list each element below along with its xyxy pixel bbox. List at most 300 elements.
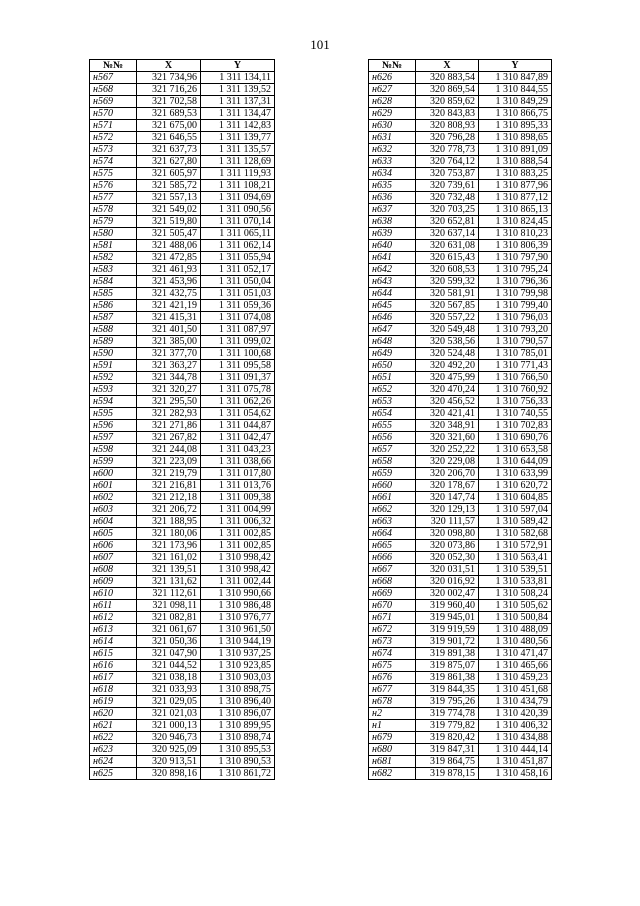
point-number-cell: н583: [90, 264, 137, 276]
point-number-cell: н671: [369, 612, 416, 624]
x-coordinate-cell: 321 139,51: [137, 564, 201, 576]
point-number-cell: н651: [369, 372, 416, 384]
table-row: [90, 204, 275, 216]
point-number-cell: н610: [90, 588, 137, 600]
y-coordinate-cell: 1 310 899,95: [201, 720, 275, 732]
point-number-cell: н600: [90, 468, 137, 480]
y-coordinate-cell: 1 310 756,33: [479, 396, 552, 408]
y-coordinate-cell: 1 310 799,98: [479, 288, 552, 300]
point-number-cell: н595: [90, 408, 137, 420]
x-coordinate-cell: 320 567,85: [416, 300, 479, 312]
table-row: [90, 180, 275, 192]
x-coordinate-cell: 320 147,74: [416, 492, 479, 504]
x-coordinate-cell: 321 461,93: [137, 264, 201, 276]
table-row: [369, 444, 552, 456]
point-number-cell: н663: [369, 516, 416, 528]
table-row: [90, 588, 275, 600]
y-coordinate-cell: 1 310 810,23: [479, 228, 552, 240]
point-number-cell: н609: [90, 576, 137, 588]
table-row: [90, 564, 275, 576]
y-coordinate-cell: 1 310 824,45: [479, 216, 552, 228]
x-coordinate-cell: 320 608,53: [416, 264, 479, 276]
table-row: [369, 300, 552, 312]
point-number-cell: н655: [369, 420, 416, 432]
x-coordinate-cell: 321 029,05: [137, 696, 201, 708]
x-coordinate-cell: 319 864,75: [416, 756, 479, 768]
x-coordinate-cell: 321 377,70: [137, 348, 201, 360]
point-number-cell: н635: [369, 180, 416, 192]
y-coordinate-cell: 1 310 986,48: [201, 600, 275, 612]
table-row: [369, 288, 552, 300]
table-row: [369, 324, 552, 336]
table-row: [90, 312, 275, 324]
x-coordinate-cell: 321 131,62: [137, 576, 201, 588]
point-number-cell: н619: [90, 696, 137, 708]
x-coordinate-cell: 320 739,61: [416, 180, 479, 192]
table-row: [369, 108, 552, 120]
table-row: [369, 408, 552, 420]
x-coordinate-cell: 320 524,48: [416, 348, 479, 360]
table-row: [90, 576, 275, 588]
point-number-cell: н623: [90, 744, 137, 756]
y-coordinate-cell: 1 310 434,79: [479, 696, 552, 708]
table-header-row: [90, 60, 275, 72]
point-number-cell: н569: [90, 96, 137, 108]
table-row: [369, 636, 552, 648]
table-row: [90, 288, 275, 300]
y-coordinate-cell: 1 310 898,75: [201, 684, 275, 696]
table-row: [369, 492, 552, 504]
y-coordinate-cell: 1 310 799,40: [479, 300, 552, 312]
y-coordinate-cell: 1 310 806,39: [479, 240, 552, 252]
point-number-cell: н658: [369, 456, 416, 468]
table-row: [90, 420, 275, 432]
table-row: [90, 732, 275, 744]
point-number-cell: н607: [90, 552, 137, 564]
point-number-cell: н633: [369, 156, 416, 168]
x-coordinate-cell: 320 348,91: [416, 420, 479, 432]
table-row: [369, 672, 552, 684]
y-coordinate-cell: 1 310 597,04: [479, 504, 552, 516]
y-coordinate-cell: 1 310 434,88: [479, 732, 552, 744]
table-row: [90, 516, 275, 528]
table-row: [90, 360, 275, 372]
point-number-cell: н601: [90, 480, 137, 492]
y-coordinate-cell: 1 311 002,44: [201, 576, 275, 588]
y-coordinate-cell: 1 310 771,43: [479, 360, 552, 372]
y-coordinate-cell: 1 311 108,21: [201, 180, 275, 192]
table-row: [90, 600, 275, 612]
x-coordinate-cell: 319 878,15: [416, 768, 479, 780]
x-coordinate-cell: 321 188,95: [137, 516, 201, 528]
x-coordinate-cell: 321 216,81: [137, 480, 201, 492]
y-coordinate-cell: 1 311 100,68: [201, 348, 275, 360]
x-coordinate-cell: 321 415,31: [137, 312, 201, 324]
point-number-cell: н577: [90, 192, 137, 204]
table-row: [90, 492, 275, 504]
table-row: [369, 168, 552, 180]
x-coordinate-cell: 321 363,27: [137, 360, 201, 372]
point-number-cell: н654: [369, 408, 416, 420]
y-coordinate-cell: 1 311 042,47: [201, 432, 275, 444]
y-coordinate-cell: 1 310 508,24: [479, 588, 552, 600]
y-coordinate-cell: 1 310 465,66: [479, 660, 552, 672]
y-coordinate-cell: 1 310 458,16: [479, 768, 552, 780]
y-coordinate-cell: 1 310 937,25: [201, 648, 275, 660]
table-row: [369, 96, 552, 108]
x-coordinate-cell: 319 820,42: [416, 732, 479, 744]
x-coordinate-cell: 320 016,92: [416, 576, 479, 588]
y-coordinate-cell: 1 311 091,37: [201, 372, 275, 384]
point-number-cell: н667: [369, 564, 416, 576]
point-number-cell: н602: [90, 492, 137, 504]
x-coordinate-cell: 321 627,80: [137, 156, 201, 168]
point-number-cell: н573: [90, 144, 137, 156]
x-coordinate-cell: 321 082,81: [137, 612, 201, 624]
x-coordinate-cell: 320 252,22: [416, 444, 479, 456]
table-row: [90, 384, 275, 396]
point-number-cell: н586: [90, 300, 137, 312]
point-number-cell: н571: [90, 120, 137, 132]
table-row: [369, 528, 552, 540]
point-number-cell: н572: [90, 132, 137, 144]
y-coordinate-cell: 1 311 094,69: [201, 192, 275, 204]
x-coordinate-cell: 320 778,73: [416, 144, 479, 156]
point-number-cell: н680: [369, 744, 416, 756]
point-number-cell: н579: [90, 216, 137, 228]
x-coordinate-cell: 321 646,55: [137, 132, 201, 144]
x-coordinate-cell: 319 861,38: [416, 672, 479, 684]
table-row: [90, 84, 275, 96]
y-coordinate-cell: 1 310 406,32: [479, 720, 552, 732]
table-row: [369, 432, 552, 444]
x-coordinate-cell: 320 098,80: [416, 528, 479, 540]
point-number-cell: н599: [90, 456, 137, 468]
x-coordinate-cell: 321 585,72: [137, 180, 201, 192]
page-number: 101: [310, 37, 330, 52]
y-coordinate-cell: 1 310 451,68: [479, 684, 552, 696]
table-row: [90, 696, 275, 708]
x-coordinate-cell: 320 321,60: [416, 432, 479, 444]
point-number-cell: н614: [90, 636, 137, 648]
point-number-cell: н668: [369, 576, 416, 588]
y-coordinate-cell: 1 311 013,76: [201, 480, 275, 492]
y-coordinate-cell: 1 311 074,08: [201, 312, 275, 324]
x-coordinate-cell: 320 538,56: [416, 336, 479, 348]
y-coordinate-cell: 1 310 760,92: [479, 384, 552, 396]
x-coordinate-cell: 320 002,47: [416, 588, 479, 600]
point-number-cell: н588: [90, 324, 137, 336]
y-coordinate-cell: 1 311 054,62: [201, 408, 275, 420]
x-coordinate-cell: 319 919,59: [416, 624, 479, 636]
y-coordinate-cell: 1 311 052,17: [201, 264, 275, 276]
table-row: [369, 744, 552, 756]
table-row: [369, 564, 552, 576]
point-number-cell: н617: [90, 672, 137, 684]
y-coordinate-cell: 1 310 866,75: [479, 108, 552, 120]
x-coordinate-cell: 320 615,43: [416, 252, 479, 264]
y-coordinate-cell: 1 310 420,39: [479, 708, 552, 720]
point-number-cell: н589: [90, 336, 137, 348]
y-coordinate-cell: 1 311 070,14: [201, 216, 275, 228]
x-coordinate-cell: 321 675,00: [137, 120, 201, 132]
table-row: [369, 588, 552, 600]
y-coordinate-cell: 1 310 740,55: [479, 408, 552, 420]
x-coordinate-cell: 320 599,32: [416, 276, 479, 288]
x-coordinate-cell: 321 344,78: [137, 372, 201, 384]
x-coordinate-cell: 321 401,50: [137, 324, 201, 336]
table-row: [369, 180, 552, 192]
table-row: [90, 480, 275, 492]
point-number-cell: н630: [369, 120, 416, 132]
point-number-cell: н681: [369, 756, 416, 768]
table-row: [369, 468, 552, 480]
table-row: [369, 84, 552, 96]
x-coordinate-cell: 321 605,97: [137, 168, 201, 180]
table-row: [90, 324, 275, 336]
point-number-cell: н1: [369, 720, 416, 732]
x-coordinate-cell: 321 716,26: [137, 84, 201, 96]
column-header-y: Y: [479, 60, 552, 72]
table-row: [369, 552, 552, 564]
y-coordinate-cell: 1 311 043,23: [201, 444, 275, 456]
coordinates-table-right: [368, 59, 552, 780]
table-row: [90, 552, 275, 564]
point-number-cell: н606: [90, 540, 137, 552]
x-coordinate-cell: 320 925,09: [137, 744, 201, 756]
point-number-cell: н576: [90, 180, 137, 192]
point-number-cell: н596: [90, 420, 137, 432]
point-number-cell: н593: [90, 384, 137, 396]
x-coordinate-cell: 321 702,58: [137, 96, 201, 108]
point-number-cell: н676: [369, 672, 416, 684]
point-number-cell: н597: [90, 432, 137, 444]
x-coordinate-cell: 321 244,08: [137, 444, 201, 456]
y-coordinate-cell: 1 310 620,72: [479, 480, 552, 492]
table-row: [90, 252, 275, 264]
x-coordinate-cell: 321 044,52: [137, 660, 201, 672]
table-row: [90, 456, 275, 468]
point-number-cell: н625: [90, 768, 137, 780]
table-row: [369, 696, 552, 708]
x-coordinate-cell: 320 843,83: [416, 108, 479, 120]
point-number-cell: н638: [369, 216, 416, 228]
x-coordinate-cell: 321 282,93: [137, 408, 201, 420]
point-number-cell: н662: [369, 504, 416, 516]
table-row: [369, 624, 552, 636]
point-number-cell: н648: [369, 336, 416, 348]
x-coordinate-cell: 321 219,79: [137, 468, 201, 480]
table-row: [369, 360, 552, 372]
column-header-number: №№: [90, 60, 137, 72]
y-coordinate-cell: 1 310 589,42: [479, 516, 552, 528]
y-coordinate-cell: 1 310 505,62: [479, 600, 552, 612]
point-number-cell: н644: [369, 288, 416, 300]
point-number-cell: н608: [90, 564, 137, 576]
point-number-cell: н672: [369, 624, 416, 636]
table-row: [90, 72, 275, 84]
table-row: [90, 240, 275, 252]
y-coordinate-cell: 1 311 090,56: [201, 204, 275, 216]
table-row: [369, 228, 552, 240]
table-row: [90, 744, 275, 756]
y-coordinate-cell: 1 311 009,38: [201, 492, 275, 504]
point-number-cell: н605: [90, 528, 137, 540]
y-coordinate-cell: 1 311 002,85: [201, 528, 275, 540]
x-coordinate-cell: 320 549,48: [416, 324, 479, 336]
x-coordinate-cell: 321 038,18: [137, 672, 201, 684]
x-coordinate-cell: 320 129,13: [416, 504, 479, 516]
table-row: [369, 240, 552, 252]
y-coordinate-cell: 1 310 883,25: [479, 168, 552, 180]
x-coordinate-cell: 321 519,80: [137, 216, 201, 228]
x-coordinate-cell: 321 112,61: [137, 588, 201, 600]
point-number-cell: н594: [90, 396, 137, 408]
point-number-cell: н613: [90, 624, 137, 636]
point-number-cell: н650: [369, 360, 416, 372]
table-row: [369, 348, 552, 360]
table-row: [90, 396, 275, 408]
table-row: [369, 264, 552, 276]
x-coordinate-cell: 319 774,78: [416, 708, 479, 720]
point-number-cell: н2: [369, 708, 416, 720]
y-coordinate-cell: 1 311 059,36: [201, 300, 275, 312]
table-row: [90, 228, 275, 240]
x-coordinate-cell: 321 223,09: [137, 456, 201, 468]
column-header-x: X: [416, 60, 479, 72]
point-number-cell: н612: [90, 612, 137, 624]
point-number-cell: н632: [369, 144, 416, 156]
point-number-cell: н646: [369, 312, 416, 324]
x-coordinate-cell: 320 946,73: [137, 732, 201, 744]
x-coordinate-cell: 321 472,85: [137, 252, 201, 264]
point-number-cell: н682: [369, 768, 416, 780]
table-row: [369, 156, 552, 168]
x-coordinate-cell: 321 421,19: [137, 300, 201, 312]
table-row: [369, 480, 552, 492]
point-number-cell: н664: [369, 528, 416, 540]
point-number-cell: н674: [369, 648, 416, 660]
y-coordinate-cell: 1 311 004,99: [201, 504, 275, 516]
point-number-cell: н653: [369, 396, 416, 408]
point-number-cell: н670: [369, 600, 416, 612]
table-row: [369, 144, 552, 156]
point-number-cell: н673: [369, 636, 416, 648]
table-row: [90, 708, 275, 720]
table-row: [369, 276, 552, 288]
y-coordinate-cell: 1 310 849,29: [479, 96, 552, 108]
table-row: [90, 132, 275, 144]
table-row: [90, 432, 275, 444]
table-row: [90, 108, 275, 120]
point-number-cell: н640: [369, 240, 416, 252]
x-coordinate-cell: 320 470,24: [416, 384, 479, 396]
table-row: [90, 684, 275, 696]
x-coordinate-cell: 320 475,99: [416, 372, 479, 384]
table-row: [369, 660, 552, 672]
table-row: [90, 768, 275, 780]
x-coordinate-cell: 321 180,06: [137, 528, 201, 540]
y-coordinate-cell: 1 310 471,47: [479, 648, 552, 660]
x-coordinate-cell: 321 047,90: [137, 648, 201, 660]
x-coordinate-cell: 321 557,13: [137, 192, 201, 204]
table-row: [369, 756, 552, 768]
x-coordinate-cell: 319 844,35: [416, 684, 479, 696]
point-number-cell: н620: [90, 708, 137, 720]
x-coordinate-cell: 319 779,82: [416, 720, 479, 732]
x-coordinate-cell: 321 033,93: [137, 684, 201, 696]
point-number-cell: н622: [90, 732, 137, 744]
point-number-cell: н678: [369, 696, 416, 708]
y-coordinate-cell: 1 310 480,56: [479, 636, 552, 648]
point-number-cell: н585: [90, 288, 137, 300]
x-coordinate-cell: 320 869,54: [416, 84, 479, 96]
table-row: [369, 720, 552, 732]
y-coordinate-cell: 1 311 087,97: [201, 324, 275, 336]
y-coordinate-cell: 1 310 877,96: [479, 180, 552, 192]
point-number-cell: н580: [90, 228, 137, 240]
x-coordinate-cell: 320 206,70: [416, 468, 479, 480]
point-number-cell: н636: [369, 192, 416, 204]
table-row: [90, 408, 275, 420]
y-coordinate-cell: 1 310 895,53: [201, 744, 275, 756]
x-coordinate-cell: 321 021,03: [137, 708, 201, 720]
table-row: [369, 708, 552, 720]
point-number-cell: н679: [369, 732, 416, 744]
x-coordinate-cell: 319 960,40: [416, 600, 479, 612]
table-row: [369, 192, 552, 204]
y-coordinate-cell: 1 310 888,54: [479, 156, 552, 168]
x-coordinate-cell: 320 703,25: [416, 204, 479, 216]
y-coordinate-cell: 1 311 139,52: [201, 84, 275, 96]
y-coordinate-cell: 1 310 604,85: [479, 492, 552, 504]
point-number-cell: н649: [369, 348, 416, 360]
point-number-cell: н626: [369, 72, 416, 84]
y-coordinate-cell: 1 310 898,74: [201, 732, 275, 744]
table-row: [90, 612, 275, 624]
y-coordinate-cell: 1 311 062,14: [201, 240, 275, 252]
y-coordinate-cell: 1 310 847,89: [479, 72, 552, 84]
x-coordinate-cell: 321 453,96: [137, 276, 201, 288]
table-row: [369, 396, 552, 408]
x-coordinate-cell: 320 456,52: [416, 396, 479, 408]
y-coordinate-cell: 1 310 896,40: [201, 696, 275, 708]
point-number-cell: н659: [369, 468, 416, 480]
y-coordinate-cell: 1 310 785,01: [479, 348, 552, 360]
table-row: [369, 216, 552, 228]
point-number-cell: н568: [90, 84, 137, 96]
y-coordinate-cell: 1 310 766,50: [479, 372, 552, 384]
x-coordinate-cell: 321 206,72: [137, 504, 201, 516]
table-row: [90, 720, 275, 732]
table-row: [369, 336, 552, 348]
y-coordinate-cell: 1 311 055,94: [201, 252, 275, 264]
x-coordinate-cell: 321 161,02: [137, 552, 201, 564]
point-number-cell: н582: [90, 252, 137, 264]
column-header-number: №№: [369, 60, 416, 72]
x-coordinate-cell: 321 689,53: [137, 108, 201, 120]
y-coordinate-cell: 1 311 062,26: [201, 396, 275, 408]
y-coordinate-cell: 1 310 572,91: [479, 540, 552, 552]
y-coordinate-cell: 1 311 134,47: [201, 108, 275, 120]
table-row: [90, 264, 275, 276]
y-coordinate-cell: 1 310 644,09: [479, 456, 552, 468]
point-number-cell: н634: [369, 168, 416, 180]
y-coordinate-cell: 1 310 533,81: [479, 576, 552, 588]
table-row: [369, 456, 552, 468]
table-row: [369, 204, 552, 216]
y-coordinate-cell: 1 311 134,11: [201, 72, 275, 84]
